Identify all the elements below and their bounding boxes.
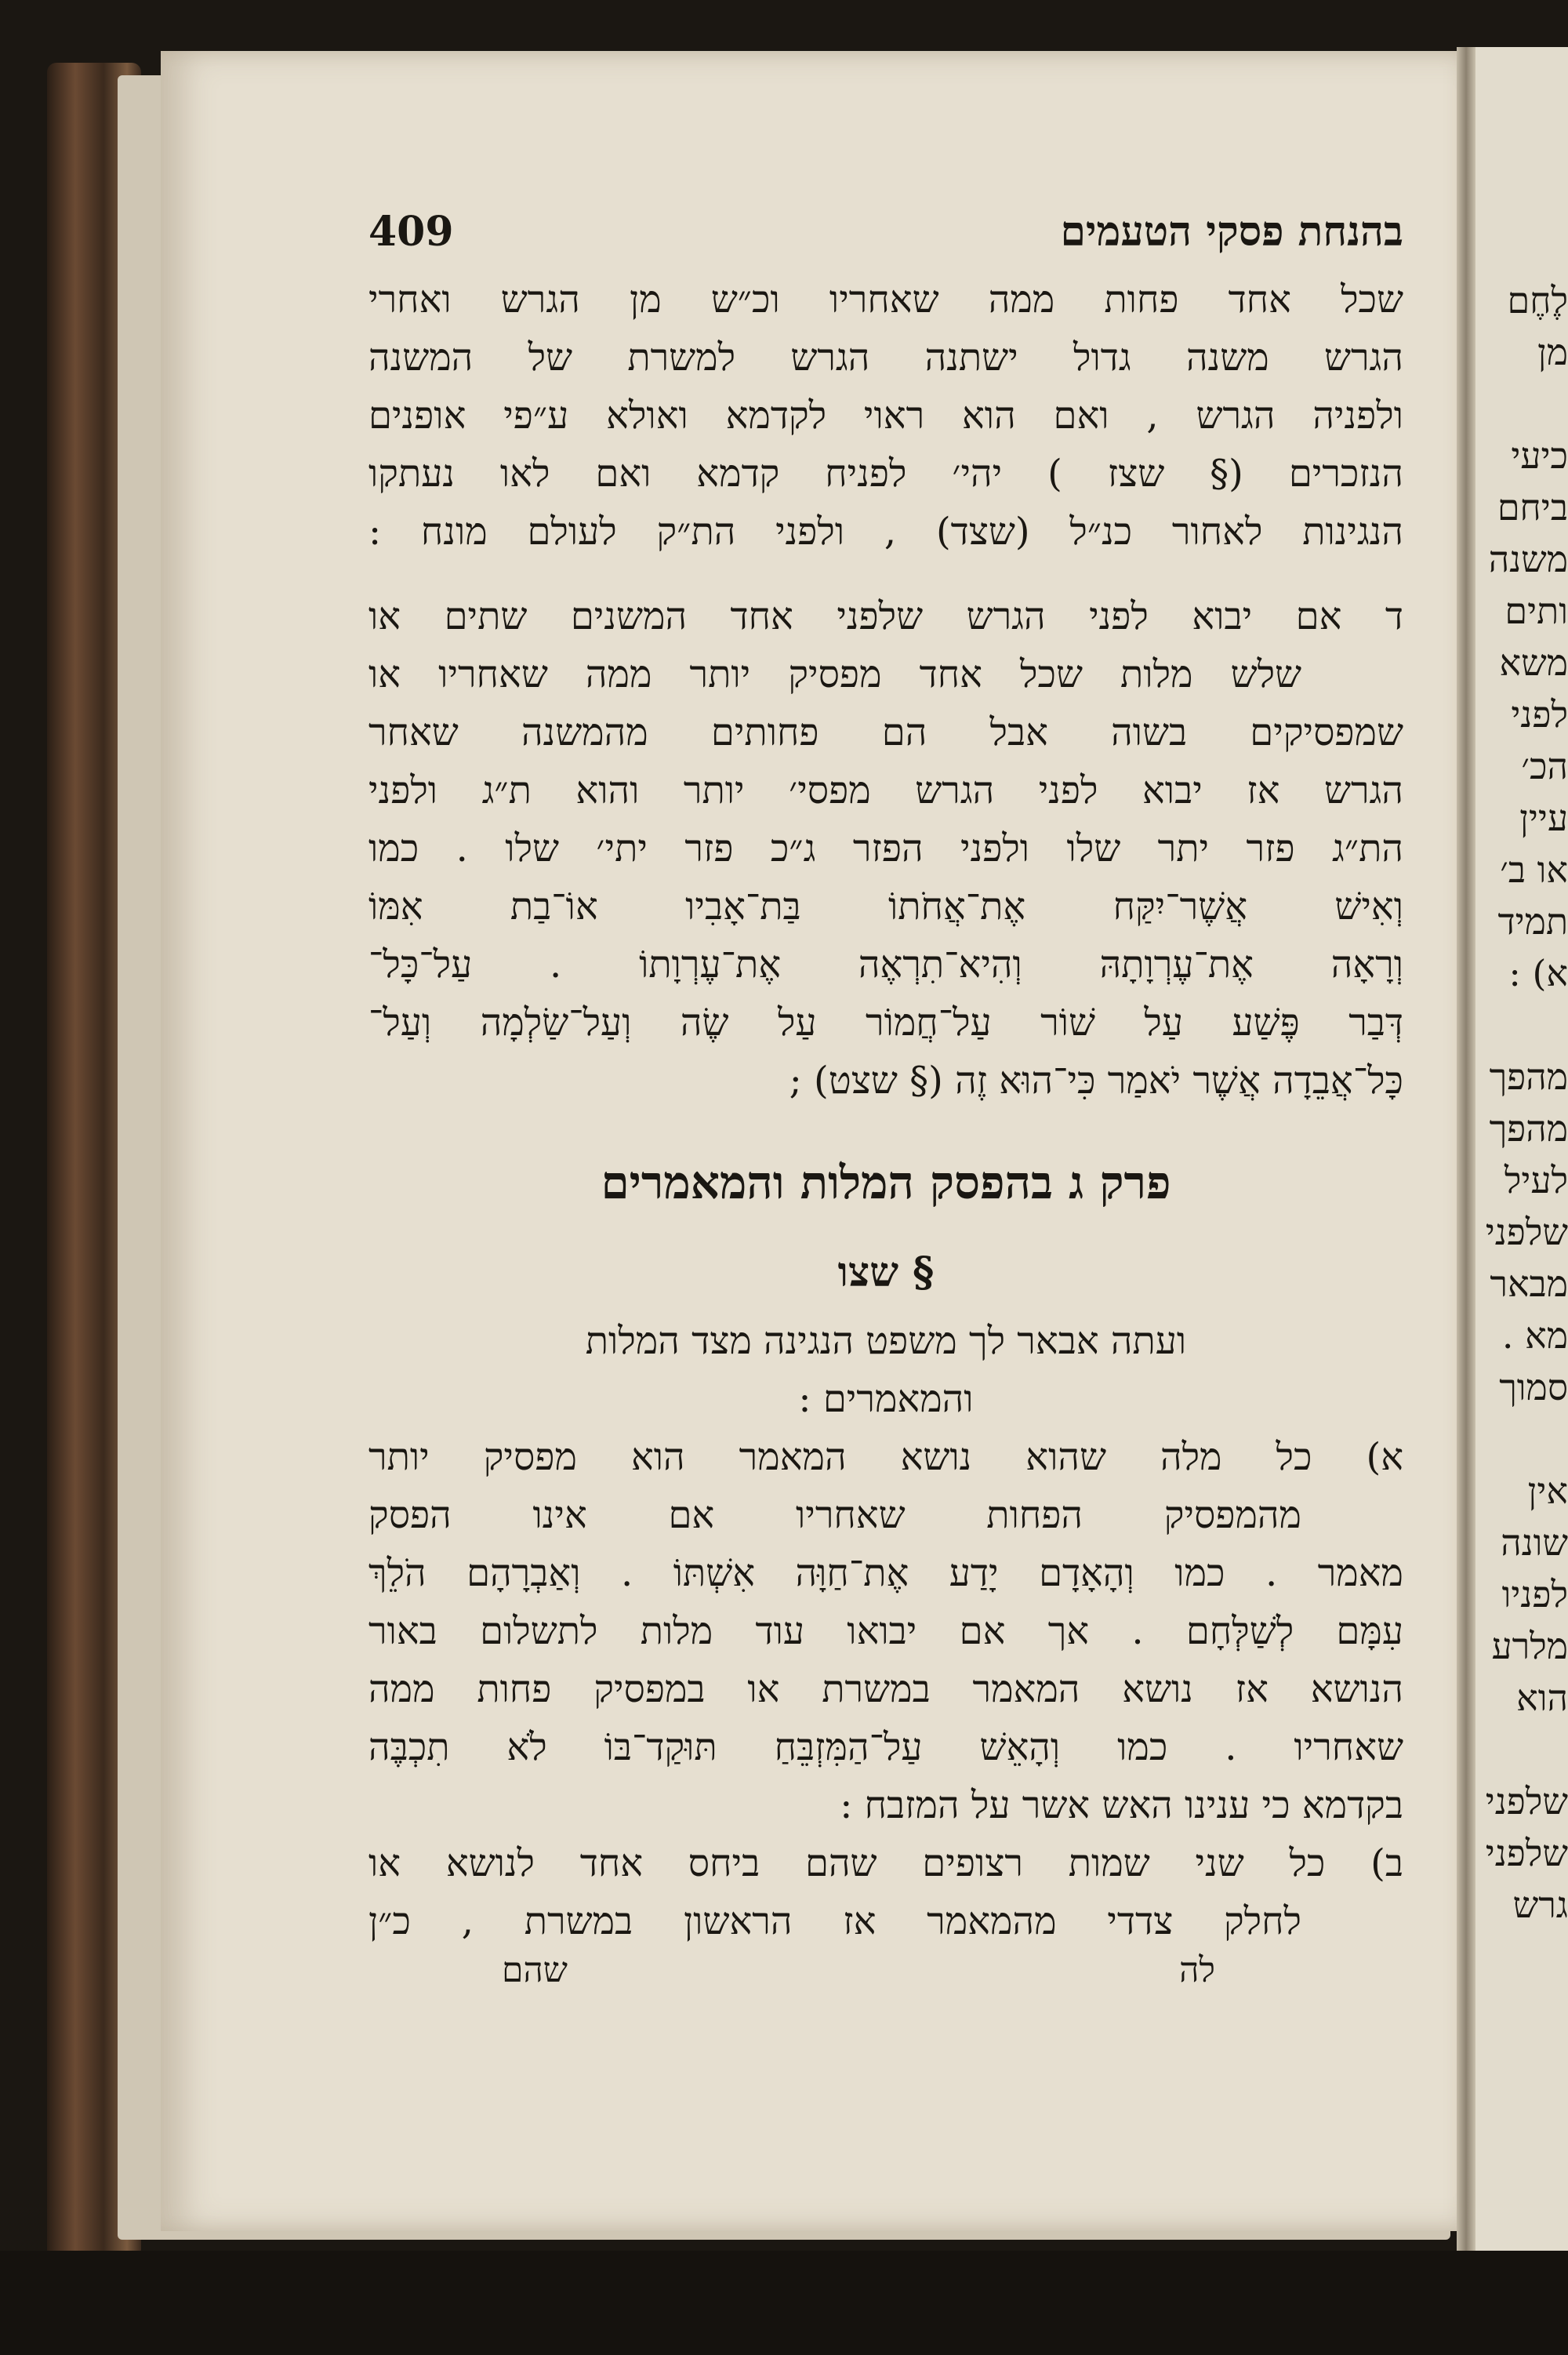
- fragment-line: לפניו: [1501, 1573, 1568, 1615]
- text-line: וְאִישׁ אֲשֶׁר־יִקַּח אֶת־אֲחֹתוֹ בַּת־אָבִיו אוֹ־בַת אִמּוֹ: [368, 885, 1403, 929]
- text-line: הת״ג פזר יתר שלו ולפני הפזר ג״כ פזר יתי׳ שלו . כמו: [368, 827, 1403, 870]
- paragraph-2: [368, 587, 1403, 1110]
- fragment-line: משא: [1499, 641, 1568, 684]
- paragraph-1: [368, 271, 1403, 561]
- fragment-line: א) :: [1508, 952, 1568, 994]
- text-line: שכל אחד פחות ממה שאחריו וכ״ש מן הגרש ואחרי: [368, 278, 1403, 322]
- fragment-line: שלפני: [1485, 1780, 1568, 1823]
- text-line: ועתה אבאר לך משפט הנגינה מצד המלות: [585, 1319, 1187, 1363]
- text-line: הנושא אז נושא המאמר במשרת או במפסיק פחות ממה: [368, 1667, 1403, 1711]
- text-line: לחלק צדדי מהמאמר אז הראשון במשרת , כ״ן: [368, 1899, 1301, 1943]
- page-number: 409: [368, 208, 454, 256]
- fragment-line: לֶחֶם: [1507, 279, 1568, 322]
- catchword-right: לה: [1179, 1950, 1215, 1990]
- text-line: הגרש משנה גדול ישתנה הגרש למשרת של המשנה: [368, 336, 1403, 380]
- running-title: בהנחת פסקי הטעמים: [1060, 208, 1403, 256]
- text-line: וְרָאָה אֶת־עֶרְוָתָהּ וְהִיא־תִרְאֶה אֶת־עֶרְוָתוֹ . עַל־כָּל־: [368, 943, 1403, 987]
- text-line: הנזכרים (§ שצז ) יהי׳ לפניח קדמא ואם לאו נעתקו: [368, 452, 1403, 496]
- fragment-line: כיעי: [1511, 434, 1568, 477]
- fragment-line: ותים: [1504, 590, 1568, 632]
- fragment-line: או ב׳: [1500, 849, 1568, 891]
- fragment-line: שלפני: [1485, 1832, 1568, 1874]
- text-line: כָּל־אֲבֵדָה אֲשֶׁר יֹאמַר כִּי־הוּא זֶה (§ שצט) ;: [789, 1059, 1403, 1103]
- fragment-line: סמוך: [1499, 1366, 1568, 1408]
- fragment-line: [1483, 1724, 1568, 1775]
- fragment-line: הוא: [1516, 1677, 1568, 1719]
- text-line: עִמָּם לְשַׁלְּחָם . אך אם יבואו עוד מלות לתשלום באור: [368, 1609, 1403, 1653]
- text-line: הנגינות לאחור כנ״ל (שצד) , ולפני הת״ק לעולם מונח :: [368, 510, 1403, 554]
- fragment-line: מן: [1537, 331, 1568, 373]
- fragment-line: [1483, 999, 1568, 1051]
- text-line: בקדמא כי ענינו האש אשר על המזבח :: [840, 1783, 1403, 1827]
- text-line: הגרש אז יבוא לפני הגרש מפסי׳ יותר והוא ת״ג ולפני: [368, 769, 1403, 812]
- text-line: ד אם יבוא לפני הגרש שלפני אחד המשנים שתים או: [368, 594, 1403, 638]
- text-line: מאמר . כמו וְהָאָדָם יָדַע אֶת־חַוָּה אִשְׁתּוֹ . וְאַבְרָהָם הֹלֵךְ: [368, 1551, 1403, 1595]
- section-heading: § שצו: [837, 1248, 935, 1296]
- text-line: והמאמרים :: [798, 1377, 974, 1421]
- background-bottom: [0, 2251, 1568, 2355]
- text-line: ולפניה הגרש , ואם הוא ראוי לקדמא ואולא ע״פי אופנים: [368, 394, 1403, 438]
- fragment-line: עיין: [1519, 797, 1568, 839]
- text-line: דְּבַר פֶּשַׁע עַל שׁוֹר עַל־חֲמוֹר עַל שֶׂה וְעַל־שַׂלְמָה וְעַל־: [368, 1001, 1403, 1045]
- fragment-line: לעיל: [1504, 1159, 1568, 1201]
- fragment-line: שלפני: [1485, 1211, 1568, 1253]
- page-header: [368, 208, 1403, 271]
- fragment-line: גרש: [1512, 1884, 1568, 1926]
- text-line: מהמפסיק הפחות שאחריו אם אינו הפסק: [368, 1493, 1301, 1537]
- fragment-line: תמיד: [1497, 900, 1568, 943]
- fragment-line: מהפך: [1489, 1107, 1568, 1150]
- fragment-line: הכ׳: [1521, 745, 1568, 787]
- fragment-line: [1483, 1413, 1568, 1465]
- catchword-left: שהם: [502, 1950, 568, 1990]
- intro-paragraph: [368, 1312, 1403, 1428]
- item-a: [368, 1428, 1403, 1834]
- page-text: [368, 208, 1403, 1997]
- book-gutter: [1457, 47, 1475, 2321]
- fragment-line: מבאר: [1490, 1263, 1568, 1305]
- item-b: [368, 1834, 1403, 1950]
- catchwords: [368, 1950, 1403, 1997]
- fragment-line: מא .: [1501, 1314, 1568, 1357]
- fragment-line: [1483, 378, 1568, 430]
- text-line: שאחריו . כמו וְהָאֵשׁ עַל־הַמִּזְבֵּחַ תּוּקַד־בּוֹ לֹא תִכְבֶּה: [368, 1725, 1403, 1769]
- right-page-fragments: [1483, 274, 1568, 1931]
- chapter-heading: פרק ג בהפסק המלות והמאמרים: [601, 1156, 1171, 1209]
- fragment-line: משנה: [1488, 538, 1568, 580]
- fragment-line: אין: [1527, 1470, 1568, 1512]
- text-line: שמפסיקים בשוה אבל הם פחותים מהמשנה שאחר: [368, 710, 1403, 754]
- text-line: שלש מלות שכל אחד מפסיק יותר ממה שאחריו או: [368, 652, 1301, 696]
- fragment-line: מהפך: [1489, 1056, 1568, 1098]
- fragment-line: מלרע: [1491, 1625, 1568, 1667]
- fragment-line: ביחם: [1497, 486, 1568, 529]
- fragment-line: שונה: [1501, 1521, 1568, 1564]
- text-line: ב) כל שני שמות רצופים שהם ביחס אחד לנושא או: [368, 1841, 1403, 1885]
- fragment-line: לפני: [1511, 693, 1568, 736]
- text-line: א) כל מלה שהוא נושא המאמר הוא מפסיק יותר: [368, 1435, 1403, 1479]
